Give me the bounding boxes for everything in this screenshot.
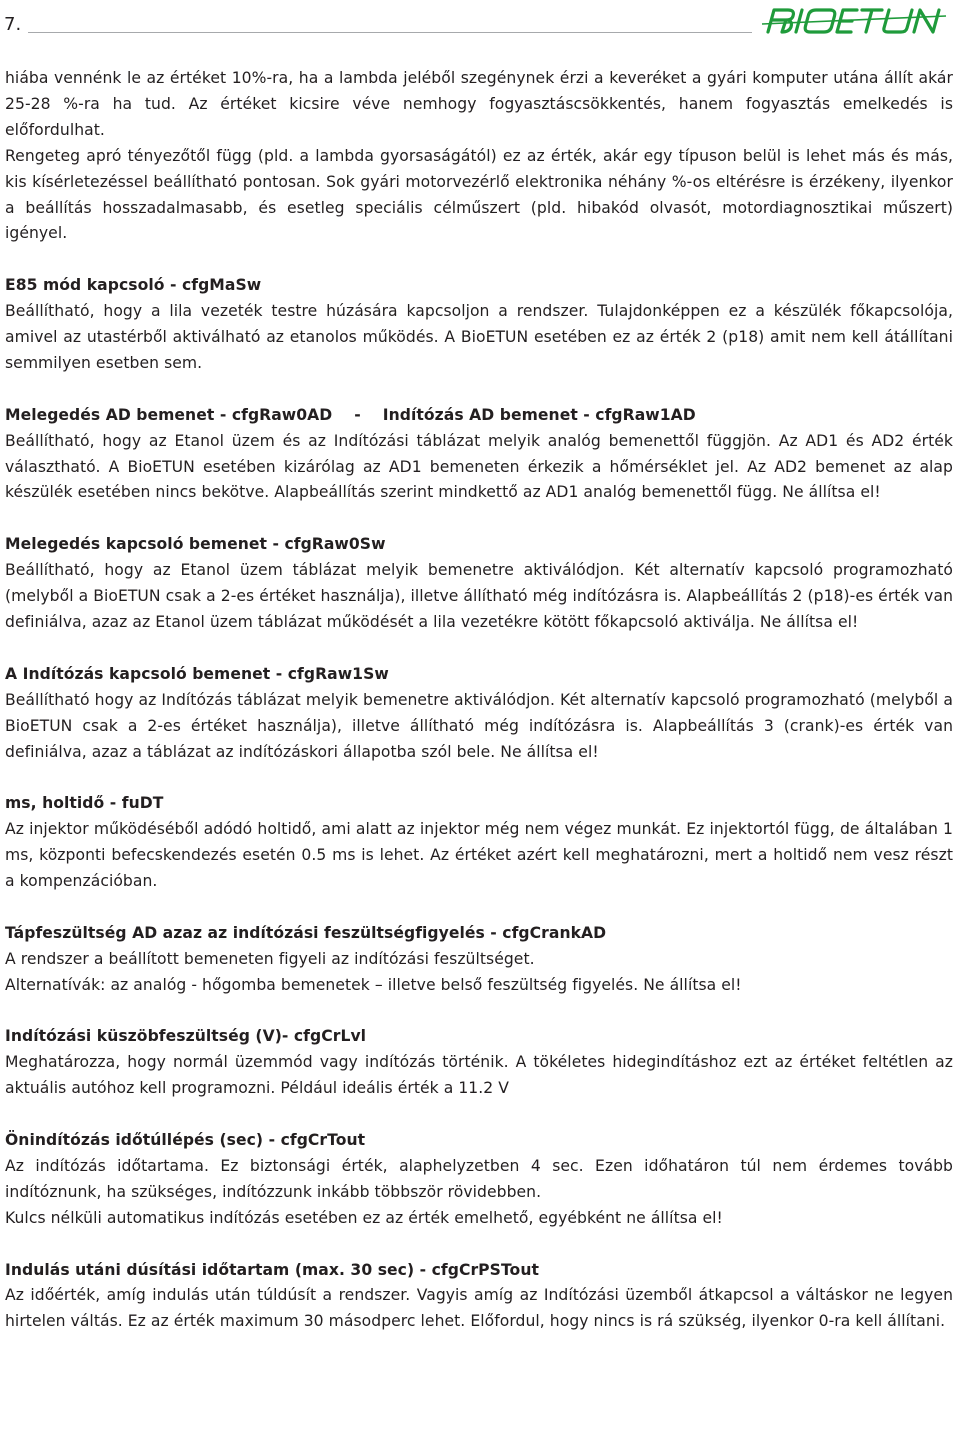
section-heading: Indítózási küszöbfeszültség (V)- cfgCrLvl <box>5 1027 367 1046</box>
section-paragraph: Az időérték, amíg indulás után túldúsít a rendszer. Vagyis amíg az Indítózási üzemből átkapcsol a váltáskor ne legyen hirtelen váltás. Ez az érték maximum 30 másodperc lehet. Előfordul, hogy nincs is rá szükség, ilyenkor 0-ra kell állítani. <box>5 1286 953 1331</box>
intro-paragraph-1: hiába vennénk le az értéket 10%-ra, ha a lambda jeléből szegénynek érzi a keveréket a gyári komputer utána állít akár 25-28 %-ra ha tud. Az értéket kicsire véve nemhogy fogyasztáscsökkentés, hanem fogyasztás emelkedés is előfordulhat. <box>5 69 953 139</box>
section-paragraph: Beállítható, hogy a lila vezeték testre húzására kapcsoljon a rendszer. Tulajdonképpen ez a készülék főkapcsolója, amivel az utastérből aktiválható az etanolos működés. A BioETUN esetében ez az érték 2 (p18) amit nem kell átállítani semmilyen esetben sem. <box>5 302 953 372</box>
section-heading: ms, holtidő - fuDT <box>5 794 164 813</box>
section-paragraph: Beállítható hogy az Indítózás táblázat melyik bemenetre aktiválódjon. Két alternatív kapcsoló programozható (melyből a BioETUN csak a 2-es értéket használja), illetve állítható még indítózásra is. Alapbeállítás 3 (crank)-es érték van definiálva, azaz a táblázat az indítózáskori állapotba szól bele. Ne állítsa el! <box>5 690 953 761</box>
section-heading: E85 mód kapcsoló - cfgMaSw <box>5 276 262 295</box>
section-paragraph: Az indítózás időtartama. Ez biztonsági érték, alaphelyzetben 4 sec. Ezen időhatáron túl nem érdemes tovább indítóznunk, ha szükséges, indítózzunk inkább többször rövidebben. <box>5 1156 953 1201</box>
section-heading: Tápfeszültség AD azaz az indítózási feszültségfigyelés - cfgCrankAD <box>5 923 607 942</box>
page-header <box>0 0 960 44</box>
section-paragraph: Kulcs nélküli automatikus indítózás esetében ez az érték emelhető, egyébként ne állítsa el! <box>5 1208 723 1227</box>
section-paragraph: Meghatározza, hogy normál üzemmód vagy indítózás történik. A tökéletes hidegindításhoz ezt az értéket feltétlen az aktuális autóhoz kell programozni. Például ideális érték a 11.2 V <box>5 1053 953 1098</box>
section-crank-voltage-ad <box>5 921 953 999</box>
section-paragraph: Alternatívák: az analóg - hőgomba bemenetek – illetve belső feszültség figyelés. Ne állítsa el! <box>5 975 742 994</box>
section-crank-timeout <box>5 1128 953 1232</box>
intro-paragraph-2: Rengeteg apró tényezőtől függ (pld. a lambda gyorsaságától) ez az érték, akár egy típuson belül is lehet más és más, kis kísérletezéssel beállítható pontosan. Sok gyári motorvezérlő elektronika néhány %-os eltérésre is érzékeny, ilyenkor a beállítás hosszadalmasabb, és esetleg speciális célműszert (pld. hibakód olvasót, motordiagnosztikai műszert) igényel. <box>5 146 953 243</box>
section-e85-mode-switch <box>5 273 953 377</box>
section-warmup-switch-input <box>5 532 953 636</box>
document-body <box>5 66 953 1335</box>
heading-left: Melegedés AD bemenet - cfgRaw0AD <box>5 405 333 424</box>
section-crank-threshold <box>5 1024 953 1102</box>
heading-separator: - <box>354 405 361 424</box>
section-cranking-switch-input <box>5 662 953 766</box>
section-heading: Indulás utáni dúsítási időtartam (max. 30 sec) - cfgCrPSTout <box>5 1260 539 1279</box>
section-paragraph: Beállítható, hogy az Etanol üzem és az Indítózási táblázat melyik analóg bemenettől függjön. Az AD1 és AD2 érték választható. A BioETUN esetében kizárólag az AD1 bemeneten érkezik a hőmérséklet jel. Az AD2 bemenet az alap készülék esetében nincs bekötve. Alapbeállítás szerint mindkettő az AD1 analóg bemenettől függ. Ne állítsa el! <box>5 431 953 502</box>
section-heading <box>5 403 953 429</box>
page-number: 7. <box>4 14 22 35</box>
section-heading: Melegedés kapcsoló bemenet - cfgRaw0Sw <box>5 535 386 554</box>
section-warmup-ad-input <box>5 403 953 507</box>
section-heading: A Indítózás kapcsoló bemenet - cfgRaw1Sw <box>5 664 389 683</box>
section-paragraph: A rendszer a beállított bemeneten figyeli az indítózási feszültséget. <box>5 949 535 968</box>
section-paragraph: Az injektor működéséből adódó holtidő, ami alatt az injektor még nem végez munkát. Ez injektortól függ, de általában 1 ms, központi befecskendezés esetén 0.5 ms is lehet. Az értéket azért kell meghatározni, mert a holtidő nem vesz részt a kompenzációban. <box>5 820 953 891</box>
section-heading: Önindítózás időtúllépés (sec) - cfgCrTout <box>5 1131 366 1150</box>
section-post-start-enrichment <box>5 1258 953 1336</box>
heading-right: Indítózás AD bemenet - cfgRaw1AD <box>382 405 696 424</box>
header-divider <box>28 32 752 33</box>
section-dead-time <box>5 791 953 895</box>
section-paragraph: Beállítható, hogy az Etanol üzem táblázat melyik bemenetre aktiválódjon. Két alternatív kapcsoló programozható (melyből a BioETUN csak a 2-es értéket használja), illetve állítható még indítózásra is. Alapbeállítás 2 (p18)-es érték van definiálva, azaz az Etanol üzem táblázat működését a lila vezetékre kötött főkapcsoló aktiválja. Ne állítsa el! <box>5 561 953 631</box>
bioetun-logo <box>758 6 954 38</box>
